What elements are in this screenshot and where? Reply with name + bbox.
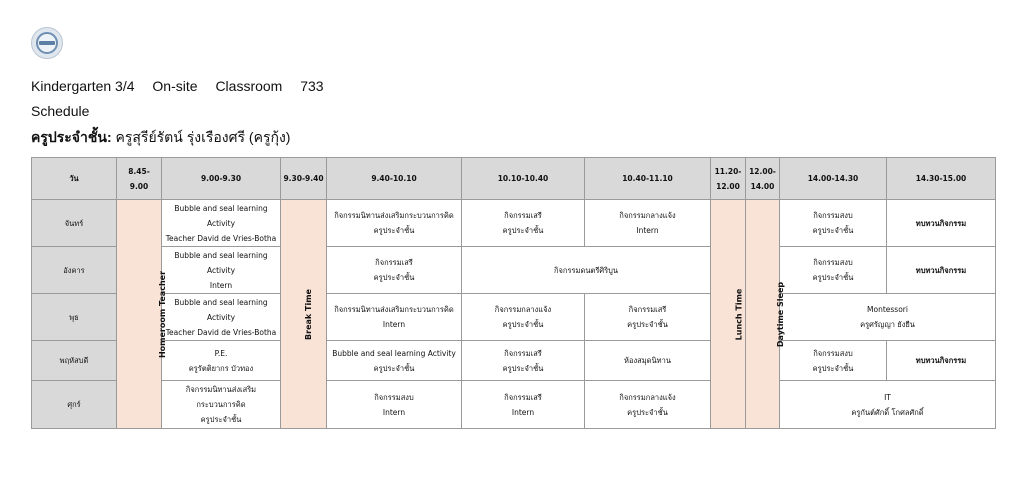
fri-940-1010	[327, 381, 462, 429]
cell-line: P.E.	[214, 348, 228, 358]
cell-line: IT	[884, 392, 891, 402]
cell-line: Bubble and seal learning	[174, 250, 268, 260]
room-number: 733	[300, 78, 324, 94]
mon-1430-1500: ทบทวนกิจกรรม	[887, 200, 996, 247]
cell-line: ครูประจำชั้น	[502, 226, 544, 235]
wed-1040-1110	[585, 294, 711, 341]
thu-1430-1500: ทบทวนกิจกรรม	[887, 341, 996, 381]
cell-line: Teacher David de Vries-Botha	[165, 233, 277, 243]
mon-1400-1430	[780, 200, 887, 247]
homeroom-teacher-cell	[117, 200, 168, 429]
cell-line: กิจกรรมเสรี	[628, 305, 667, 314]
cell-line: Intern	[382, 320, 406, 329]
thu-900-930	[162, 341, 281, 381]
class-title	[31, 78, 324, 94]
cell-line: ครูประจำชั้น	[373, 363, 415, 373]
daytime-sleep-label: Daytime Sleep	[776, 281, 786, 347]
cell-line: ครูประจำชั้น	[812, 273, 854, 282]
fri-900-930	[162, 381, 281, 429]
cell-line: Activity	[206, 312, 236, 322]
header-1200-1400	[746, 158, 780, 200]
thu-1400-1430	[780, 341, 887, 381]
room-label: Classroom	[215, 78, 283, 94]
cell-line: กิจกรรมเสรี	[504, 348, 542, 358]
schedule-subtitle: Schedule	[31, 103, 90, 119]
day-tuesday: อังคาร	[32, 247, 117, 294]
tue-900-930	[162, 247, 281, 294]
teacher-name: ครูสุรีย์รัตน์ รุ่งเรืองศรี (ครูกุ้ง)	[115, 129, 291, 145]
logo-emblem-bar	[39, 41, 55, 45]
teacher-label: ครูประจำชั้น:	[31, 129, 112, 145]
header-1200b: 12.00-	[749, 166, 776, 176]
cell-line: Teacher David de Vries-Botha	[165, 327, 277, 337]
wed-1400-1500	[780, 294, 996, 341]
tue-940-1010	[327, 247, 462, 294]
cell-line: กิจกรรมกลางแจ้ง	[494, 305, 552, 314]
schedule-table	[31, 157, 996, 429]
cell-line: Activity	[206, 265, 236, 275]
cell-line: กิจกรรมกลางแจ้ง	[619, 392, 676, 402]
header-1040-1110: 10.40-11.10	[585, 158, 711, 200]
table-row	[32, 200, 996, 247]
fri-1010-1040	[462, 381, 585, 429]
cell-line: ครูประจำชั้น	[373, 226, 415, 235]
cell-line: ครูศรัญญา ยังยืน	[860, 320, 915, 329]
cell-line: กิจกรรมสงบ	[813, 211, 853, 220]
cell-line: กิจกรรมสงบ	[813, 258, 853, 267]
cell-line: Bubble and seal learning Activity	[332, 348, 456, 358]
cell-line: ครูประจำชั้น	[812, 363, 854, 373]
cell-line: ครูประจำชั้น	[200, 415, 242, 424]
daytime-sleep-cell	[746, 200, 786, 429]
mon-900-930	[162, 200, 281, 247]
day-wednesday: พุธ	[32, 294, 117, 341]
cell-line: กิจกรรมกลางแจ้ง	[619, 211, 676, 220]
table-row	[32, 294, 996, 341]
header-1400-1430: 14.00-14.30	[780, 158, 887, 200]
fri-1400-1500	[780, 381, 996, 429]
mon-940-1010	[327, 200, 462, 247]
cell-line: Intern	[209, 280, 233, 290]
lunch-time-cell	[711, 200, 746, 429]
cell-line: Intern	[511, 407, 535, 417]
class-name: Kindergarten 3/4	[31, 78, 135, 94]
day-monday: จันทร์	[32, 200, 117, 247]
thu-1010-1040	[462, 341, 585, 381]
cell-line: ครูประจำชั้น	[627, 320, 668, 329]
cell-line: Bubble and seal learning	[174, 203, 268, 213]
cell-line: Montessori	[867, 305, 908, 314]
cell-line: ครูประจำชั้น	[502, 320, 544, 329]
header-940-1010: 9.40-10.10	[327, 158, 462, 200]
cell-line: กิจกรรมนิทานส่งเสริมกระบวนการคิด	[334, 211, 454, 220]
homeroom-teacher-label: Homeroom Teacher	[158, 270, 168, 358]
cell-line: กิจกรรมนิทานส่งเสริม	[185, 385, 257, 394]
thu-1040-1110: ห้องสมุดนิทาน	[585, 341, 711, 381]
tue-1400-1430	[780, 247, 887, 294]
cell-line: กิจกรรมเสรี	[375, 258, 413, 267]
table-row	[32, 381, 996, 429]
cell-line: ครูประจำชั้น	[502, 363, 544, 373]
cell-line: Intern	[382, 407, 406, 417]
cell-line: กิจกรรมสงบ	[374, 392, 414, 402]
header-1430-1500: 14.30-15.00	[887, 158, 996, 200]
cell-line: ครูประจำชั้น	[627, 407, 668, 417]
thu-940-1010	[327, 341, 462, 381]
cell-line: ครูกันต์ศักดิ์ โกศลศักดิ์	[851, 407, 924, 417]
day-thursday: พฤหัสบดี	[32, 341, 117, 381]
fri-1040-1110	[585, 381, 711, 429]
break-time-cell	[281, 200, 327, 429]
tue-1010-1110: กิจกรรมดนตรีศิริบูน	[462, 247, 711, 294]
cell-line: Bubble and seal learning	[174, 297, 268, 307]
wed-1010-1040	[462, 294, 585, 341]
mon-1040-1110	[585, 200, 711, 247]
header-1200: 12.00	[716, 181, 740, 191]
cell-line: กิจกรรมเสรี	[504, 211, 542, 220]
table-row	[32, 247, 996, 294]
cell-line: ครูรัตติยากร บัวทอง	[188, 363, 254, 373]
header-930-940: 9.30-9.40	[281, 158, 327, 200]
cell-line: ครูประจำชั้น	[812, 226, 854, 235]
cell-line: กิจกรรมสงบ	[813, 348, 853, 358]
header-900-930: 9.00-9.30	[162, 158, 281, 200]
cell-line: กิจกรรมเสรี	[504, 392, 542, 402]
mon-1010-1040	[462, 200, 585, 247]
cell-line: Activity	[206, 218, 236, 228]
cell-line: กิจกรรมนิทานส่งเสริมกระบวนการคิด	[334, 305, 454, 314]
header-1120-1200	[711, 158, 746, 200]
header-1010-1040: 10.10-10.40	[462, 158, 585, 200]
table-row	[32, 341, 996, 381]
cell-line: ครูประจำชั้น	[373, 273, 415, 282]
wed-940-1010	[327, 294, 462, 341]
class-mode: On-site	[152, 78, 198, 94]
lunch-time-label: Lunch Time	[734, 288, 744, 340]
header-1400: 14.00	[750, 181, 775, 191]
school-logo-icon	[31, 27, 63, 59]
header-day: วัน	[32, 158, 117, 200]
homeroom-teacher-line	[31, 127, 290, 149]
cell-line: Intern	[636, 226, 659, 235]
header-845-900: 8.45-9.00	[117, 158, 162, 200]
day-friday: ศุกร์	[32, 381, 117, 429]
header-1120: 11.20-	[714, 166, 742, 176]
cell-line: กระบวนการคิด	[196, 400, 246, 409]
header-row	[32, 158, 996, 200]
tue-1430-1500: ทบทวนกิจกรรม	[887, 247, 996, 294]
break-time-label: Break Time	[303, 288, 313, 340]
wed-900-930	[162, 294, 281, 341]
